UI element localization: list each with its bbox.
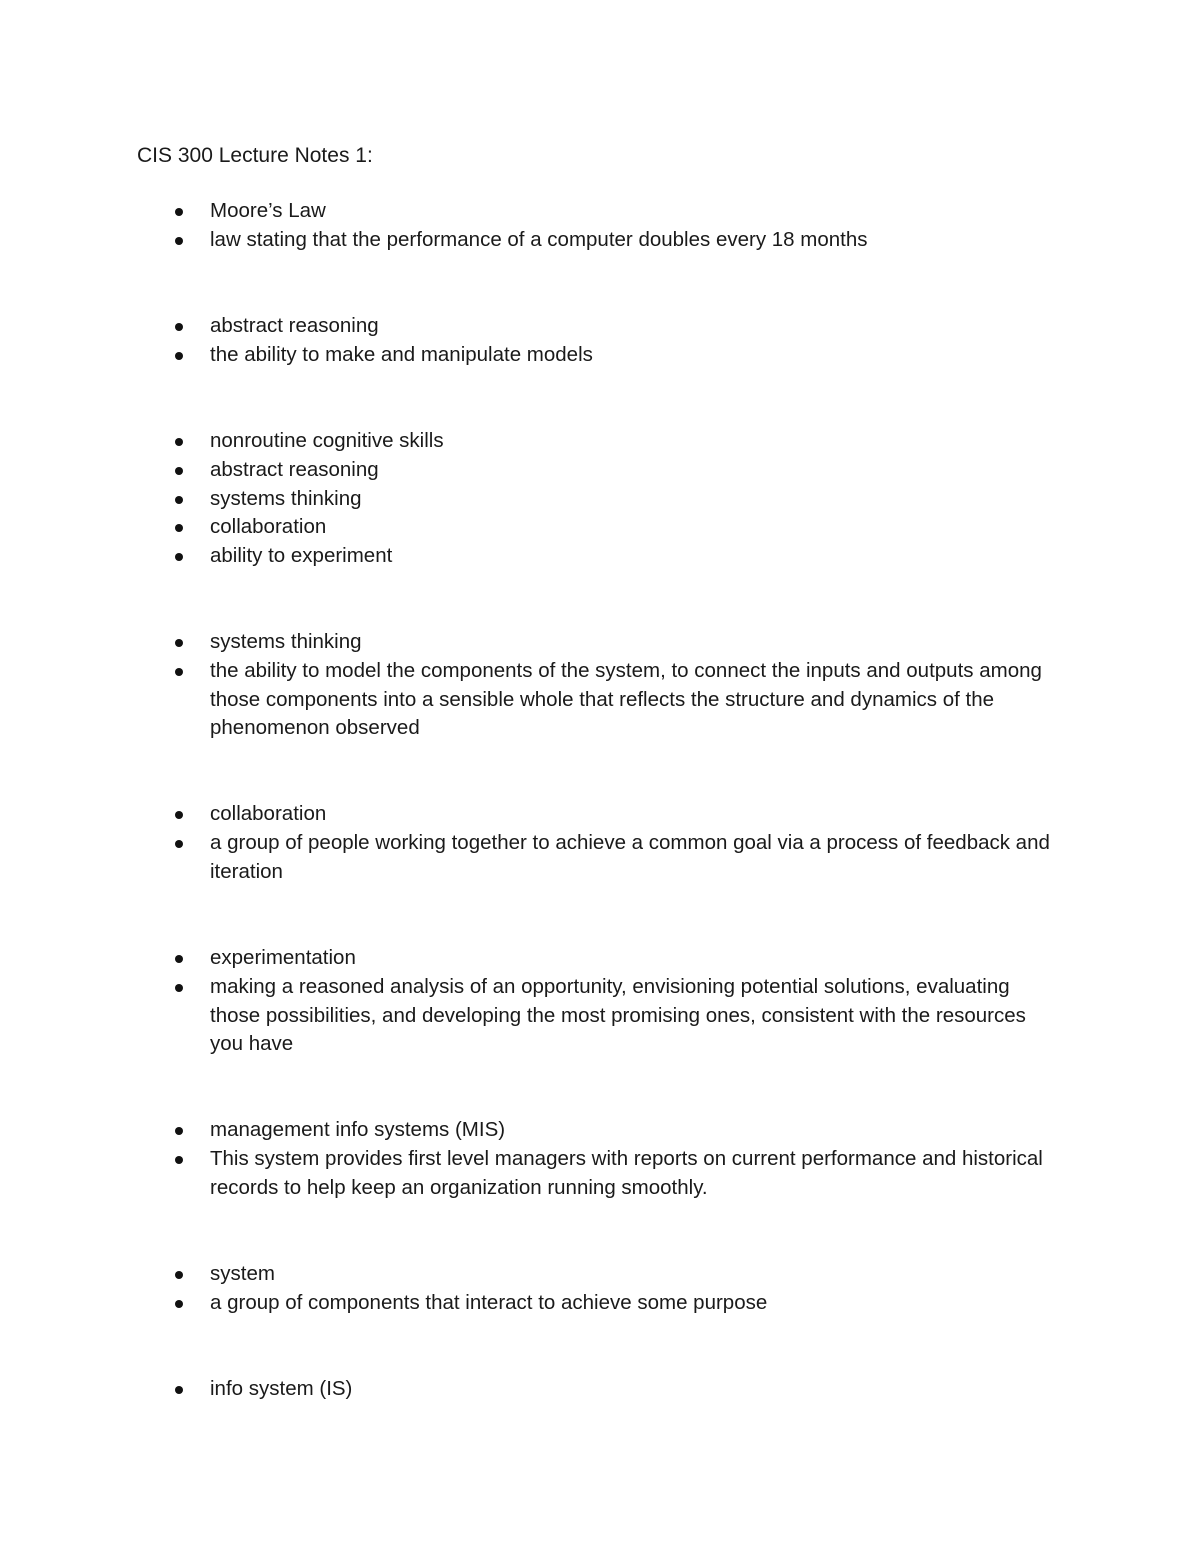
- list-item: [0, 800, 1200, 829]
- list-item: [0, 1260, 1200, 1289]
- bullet-icon: [175, 467, 183, 475]
- list-item-text: systems thinking: [210, 486, 362, 510]
- list-item: [0, 427, 1200, 456]
- list-item-text: the ability to model the components of the system, to connect the inputs and outputs among those components into a sensible whole that reflects the structure and dynamics of the phenomenon observed: [210, 658, 1042, 740]
- list-item: [0, 1116, 1200, 1145]
- bullet-icon: [175, 323, 183, 331]
- bullet-icon: [175, 237, 183, 245]
- list-item: [0, 628, 1200, 657]
- list-item-text: systems thinking: [210, 630, 362, 653]
- list-item-text: abstract reasoning: [210, 457, 379, 481]
- bullet-icon: [175, 984, 183, 992]
- bullet-icon: [175, 352, 183, 360]
- list-item: [0, 341, 1200, 370]
- list-item: [0, 312, 1200, 341]
- bullet-icon: [175, 668, 183, 676]
- bullet-icon: [175, 438, 183, 446]
- list-item: [0, 1145, 1200, 1203]
- bullet-list-moores-law: [0, 197, 1200, 255]
- list-item: [0, 1289, 1200, 1318]
- list-item-text: This system provides first level managers with reports on current performance and historical records to help keep an organization running smoothly.: [210, 1146, 1043, 1199]
- list-item-text: ability to experiment: [210, 544, 393, 568]
- list-item-text: nonroutine cognitive skills: [210, 429, 444, 452]
- bullet-icon: [175, 1386, 183, 1394]
- list-item-text: system: [210, 1262, 275, 1285]
- list-item-text: law stating that the performance of a computer doubles every 18 months: [210, 227, 868, 251]
- list-item: [0, 197, 1200, 226]
- list-item: [0, 456, 1200, 485]
- list-item-text: collaboration: [210, 515, 327, 539]
- bullet-icon: [175, 553, 183, 561]
- list-item: [0, 1375, 1200, 1404]
- list-item: [0, 829, 1200, 887]
- list-item-text: making a reasoned analysis of an opportunity, envisioning potential solutions, evaluating those possibilities, and developing the most promising ones, consistent with the resources you have: [210, 974, 1026, 1056]
- list-item-text: experimentation: [210, 946, 356, 969]
- list-item: [0, 485, 1200, 514]
- bullet-icon: [175, 524, 183, 532]
- list-item: [0, 944, 1200, 973]
- bullet-list-info-system: [0, 1375, 1200, 1404]
- bullet-list-system: [0, 1260, 1200, 1318]
- bullet-list-experimentation: [0, 944, 1200, 1059]
- bullet-list-collaboration: [0, 800, 1200, 886]
- bullet-icon: [175, 811, 183, 819]
- bullet-icon: [175, 1271, 183, 1279]
- bullet-icon: [175, 496, 183, 504]
- list-item-text: a group of components that interact to achieve some purpose: [210, 1290, 768, 1314]
- list-item-text: the ability to make and manipulate models: [210, 342, 593, 366]
- list-item-text: management info systems (MIS): [210, 1118, 506, 1141]
- list-item-text: Moore’s Law: [210, 199, 326, 222]
- bullet-list-mis: [0, 1116, 1200, 1202]
- bullet-icon: [175, 639, 183, 647]
- bullet-icon: [175, 1127, 183, 1135]
- list-item-text: abstract reasoning: [210, 314, 379, 337]
- bullet-icon: [175, 840, 183, 848]
- document-title: CIS 300 Lecture Notes 1:: [137, 144, 373, 167]
- list-item: [0, 542, 1200, 571]
- list-item-text: a group of people working together to achieve a common goal via a process of feedback and iteration: [210, 830, 1050, 883]
- list-item: [0, 973, 1200, 1059]
- list-item: [0, 657, 1200, 743]
- bullet-list-abstract-reasoning: [0, 312, 1200, 370]
- bullet-list-systems-thinking: [0, 628, 1200, 743]
- bullet-icon: [175, 1156, 183, 1164]
- bullet-list-nonroutine-skills: [0, 427, 1200, 571]
- bullet-icon: [175, 1300, 183, 1308]
- list-item-text: collaboration: [210, 802, 327, 825]
- list-item: [0, 226, 1200, 255]
- bullet-icon: [175, 955, 183, 963]
- bullet-icon: [175, 208, 183, 216]
- list-item-text: info system (IS): [210, 1377, 353, 1400]
- list-item: [0, 513, 1200, 542]
